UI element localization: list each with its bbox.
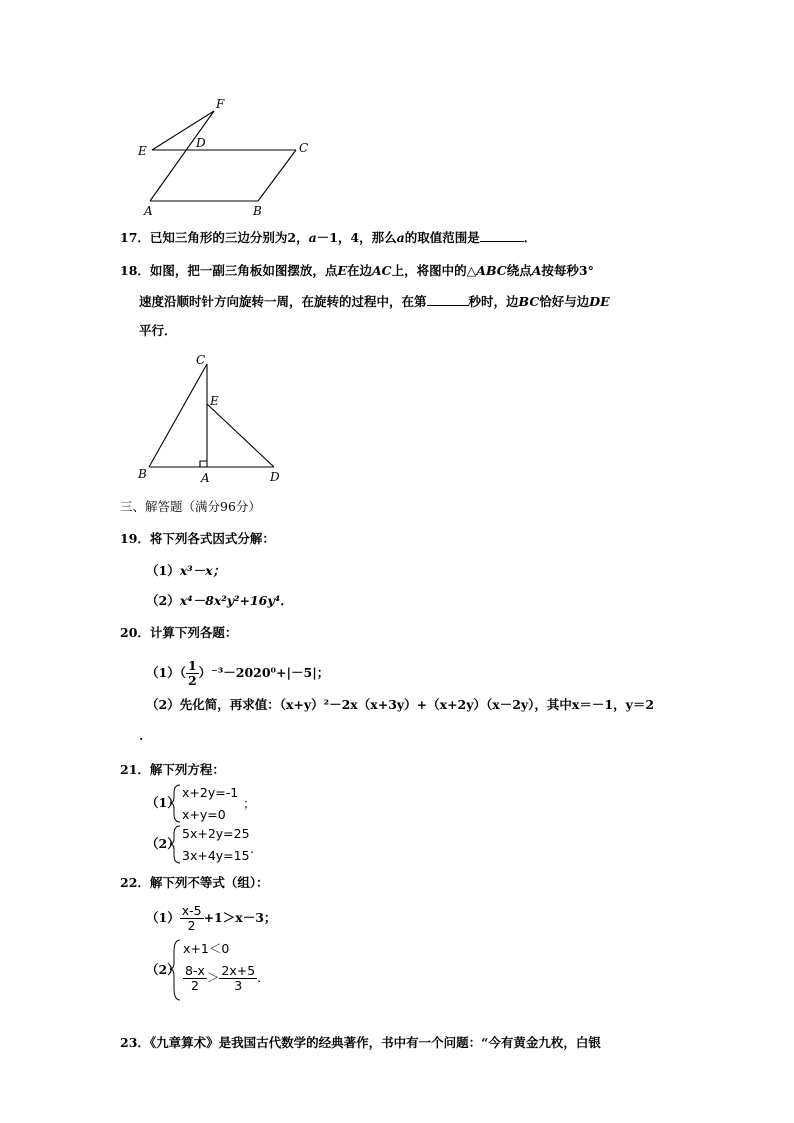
q21-p1-end: ； xyxy=(243,796,256,811)
q18-e: E xyxy=(337,263,347,278)
q18-text: 上，将图中的△ xyxy=(391,263,477,278)
q22-p2-den-b: 3 xyxy=(234,978,243,993)
q22-p2-end: . xyxy=(257,970,262,985)
q20-number: 20． xyxy=(120,625,150,640)
label-e: E xyxy=(138,144,147,158)
q22-p2-num-a: 8-x xyxy=(185,963,205,978)
q21-number: 21． xyxy=(120,762,150,777)
q23-text: 《九章算术》是我国古代数学的经典著作，书中有一个问题：“今有黄金九枚，白银 xyxy=(149,1035,601,1050)
q18-de: DE xyxy=(589,294,610,309)
q20-p1-label: （1） xyxy=(146,665,180,680)
q21-p2-end: . xyxy=(250,841,254,856)
q22-p2-gt: ＞ xyxy=(206,970,220,985)
question-18-line2 xyxy=(139,293,610,310)
q20-part-2-end: . xyxy=(139,728,144,743)
q22-p1-fraction xyxy=(180,904,204,933)
question-20 xyxy=(120,625,237,641)
q18-bc: BC xyxy=(518,294,540,309)
q18-text: 绕点 xyxy=(506,263,532,278)
q19-part-1 xyxy=(146,563,225,579)
q22-p2-label: （2） xyxy=(146,962,180,977)
label-b2: B xyxy=(138,467,147,481)
q17-text-a: 已知三角形的三边分别为2， xyxy=(149,230,309,245)
segment-af xyxy=(150,111,214,201)
q23-number: 23． xyxy=(120,1035,150,1050)
q21-p1-eq1: x+2y=-1 xyxy=(182,785,239,800)
q22-p2-den-a: 2 xyxy=(190,978,199,993)
q19-p2-label: （2） xyxy=(146,593,180,608)
q22-number: 22． xyxy=(120,875,150,890)
question-17 xyxy=(120,229,536,246)
q18-text: 在边 xyxy=(346,263,372,278)
segment-ed xyxy=(207,404,274,467)
q18-a: A xyxy=(531,263,542,278)
q18-text: 速度沿顺时针方向旋转一周，在旋转的过程中，在第 xyxy=(139,294,427,309)
q22-p2-num-b: 2x+5 xyxy=(221,963,256,978)
q20-part-2: （2）先化简，再求值：（x+y）²－2x（x+3y）+（x+2y）（x－2y），其中x＝－1，y＝2 xyxy=(146,697,655,712)
q19-p1-expr: x³－x； xyxy=(179,563,226,578)
label-c2: C xyxy=(196,353,206,367)
label-d2: D xyxy=(270,470,280,484)
q18-abc: ABC xyxy=(476,263,507,278)
q19-p2-expr: x⁴－8x²y²+16y⁴． xyxy=(179,593,293,608)
q22-p2-frac-a xyxy=(183,964,207,993)
q18-text: 按每秒3° xyxy=(541,263,594,278)
question-22 xyxy=(120,875,269,891)
q17-var-a2: a xyxy=(396,230,405,245)
q22-title: 解下列不等式（组）： xyxy=(149,875,269,890)
label-d: D xyxy=(196,136,206,150)
segment-cb xyxy=(258,150,296,201)
q20-part-1 xyxy=(146,658,329,688)
question-21 xyxy=(120,762,225,778)
q20-title: 计算下列各题： xyxy=(149,625,238,640)
question-18-line3: 平行． xyxy=(139,323,177,338)
q21-p2-eq2: 3x+4y=15 xyxy=(182,848,250,863)
q22-p1-label: （1） xyxy=(146,910,180,925)
q20-p1-den: 2 xyxy=(187,673,197,688)
q21-p1-eq2: x+y=0 xyxy=(182,807,226,822)
q18-text: 如图，把一副三角板如图摆放，点 xyxy=(149,263,338,278)
question-19 xyxy=(120,531,275,547)
q18-answer-blank xyxy=(427,293,469,306)
label-e2: E xyxy=(210,394,219,408)
q22-part-1 xyxy=(146,902,276,934)
q19-title: 将下列各式因式分解： xyxy=(149,531,275,546)
q22-p2-eq2 xyxy=(183,964,261,993)
segment-bc xyxy=(149,364,207,467)
q18-text: 秒时，边 xyxy=(468,294,519,309)
q22-p1-den: 2 xyxy=(187,918,196,933)
q21-title: 解下列方程： xyxy=(149,762,225,777)
q20-p1-num: 1 xyxy=(187,658,197,673)
q17-end: ． xyxy=(523,230,537,245)
q20-p1-fraction xyxy=(186,659,199,688)
q22-p2-frac-b xyxy=(219,964,257,993)
q20-p1-rest: ）⁻³－2020⁰+|－5|； xyxy=(198,665,330,680)
q22-p1-rest: +1＞x－3； xyxy=(203,910,277,925)
q17-answer-blank xyxy=(480,229,524,242)
q19-number: 19． xyxy=(120,531,150,546)
q22-p2-eq1: x+1＜0 xyxy=(183,941,230,956)
q17-number: 17． xyxy=(120,230,150,245)
q18-text: 恰好与边 xyxy=(539,294,590,309)
right-angle-mark xyxy=(200,461,207,467)
section-heading: 三、解答题（满分96分） xyxy=(120,499,261,514)
q20-p1-open: （ xyxy=(179,665,186,680)
q21-p2-eq1: 5x+2y=25 xyxy=(182,826,250,841)
q19-part-2 xyxy=(146,593,293,609)
label-f: F xyxy=(216,97,225,111)
label-c: C xyxy=(299,141,309,155)
question-18-line1 xyxy=(120,263,594,279)
q17-text-b: －1，4，那么 xyxy=(316,230,397,245)
q18-ac: AC xyxy=(371,263,392,278)
q19-p1-label: （1） xyxy=(146,563,180,578)
figure-triangles xyxy=(149,364,274,467)
q22-p1-num: x-5 xyxy=(181,903,202,918)
label-b: B xyxy=(253,204,262,218)
label-a2: A xyxy=(201,471,210,485)
q17-var-a: a xyxy=(308,230,317,245)
q21-p1-label: （1） xyxy=(146,795,180,810)
q18-number: 18． xyxy=(120,263,150,278)
label-a: A xyxy=(144,204,153,218)
q17-text-c: 的取值范围是 xyxy=(404,230,480,245)
q21-p2-label: （2） xyxy=(146,836,180,851)
question-23 xyxy=(120,1035,601,1051)
